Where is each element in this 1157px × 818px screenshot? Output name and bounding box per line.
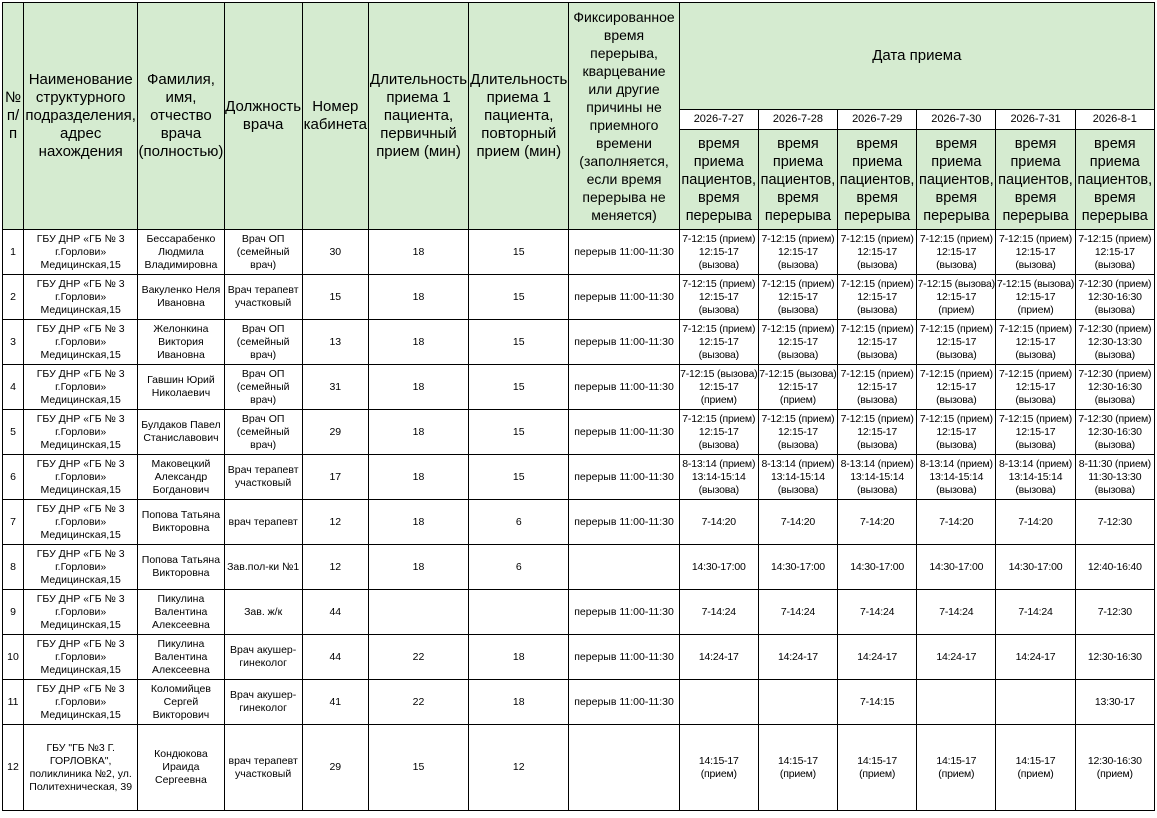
header-repeat: Длительность приема 1 пациента, повторный прием (мин) bbox=[469, 3, 569, 230]
cell-cabinet: 30 bbox=[302, 230, 368, 275]
cell-unit: ГБУ ДНР «ГБ № 3 г.Горлови» Медицинская,15 bbox=[24, 500, 138, 545]
cell-schedule: 7-14:24 bbox=[679, 590, 758, 635]
cell-schedule: 7-12:15 (прием) 12:15-17 (вызова) bbox=[838, 320, 917, 365]
cell-cabinet: 29 bbox=[302, 725, 368, 811]
cell-schedule: 7-14:20 bbox=[996, 500, 1075, 545]
cell-unit: ГБУ ДНР «ГБ № 3 г.Горлови» Медицинская,15 bbox=[24, 275, 138, 320]
cell-num: 1 bbox=[3, 230, 24, 275]
cell-primary: 18 bbox=[368, 230, 468, 275]
cell-unit: ГБУ ДНР «ГБ № 3 г.Горлови» Медицинская,15 bbox=[24, 230, 138, 275]
cell-repeat: 12 bbox=[469, 725, 569, 811]
table-row bbox=[3, 455, 1155, 500]
header-date-title: Дата приема bbox=[679, 3, 1154, 110]
cell-primary: 15 bbox=[368, 725, 468, 811]
cell-schedule: 7-12:15 (прием) 12:15-17 (вызова) bbox=[679, 410, 758, 455]
cell-repeat: 18 bbox=[469, 680, 569, 725]
cell-break: перерыв 11:00-11:30 bbox=[569, 410, 679, 455]
cell-schedule: 12:40-16:40 bbox=[1075, 545, 1154, 590]
cell-schedule: 8-11:30 (прием) 11:30-13:30 (вызова) bbox=[1075, 455, 1154, 500]
cell-num: 6 bbox=[3, 455, 24, 500]
cell-cabinet: 44 bbox=[302, 590, 368, 635]
cell-name: Вакуленко Неля Ивановна bbox=[138, 275, 224, 320]
cell-num: 7 bbox=[3, 500, 24, 545]
cell-schedule: 14:30-17:00 bbox=[917, 545, 996, 590]
header-primary: Длительность приема 1 пациента, первичный прием (мин) bbox=[368, 3, 468, 230]
cell-num: 4 bbox=[3, 365, 24, 410]
cell-num: 12 bbox=[3, 725, 24, 811]
header-subcol: время приема пациентов, время перерыва bbox=[679, 130, 758, 230]
cell-schedule: 14:30-17:00 bbox=[996, 545, 1075, 590]
cell-schedule: 7-12:15 (прием) 12:15-17 (вызова) bbox=[917, 320, 996, 365]
header-date: 2026-7-27 bbox=[679, 110, 758, 130]
cell-num: 5 bbox=[3, 410, 24, 455]
cell-unit: ГБУ ДНР «ГБ № 3 г.Горлови» Медицинская,15 bbox=[24, 410, 138, 455]
header-subcol: время приема пациентов, время перерыва bbox=[758, 130, 837, 230]
cell-schedule: 7-14:15 bbox=[838, 680, 917, 725]
cell-schedule: 7-12:15 (прием) 12:15-17 (вызова) bbox=[917, 365, 996, 410]
header-date: 2026-7-31 bbox=[996, 110, 1075, 130]
cell-break bbox=[569, 545, 679, 590]
cell-schedule: 7-12:15 (прием) 12:15-17 (вызова) bbox=[917, 230, 996, 275]
cell-break: перерыв 11:00-11:30 bbox=[569, 365, 679, 410]
cell-schedule: 7-12:30 (прием) 12:30-16:30 (вызова) bbox=[1075, 410, 1154, 455]
cell-name: Булдаков Павел Станиславович bbox=[138, 410, 224, 455]
cell-position: Врач терапевт участковый bbox=[224, 275, 302, 320]
cell-repeat: 15 bbox=[469, 455, 569, 500]
cell-num: 2 bbox=[3, 275, 24, 320]
header-subcol: время приема пациентов, время перерыва bbox=[996, 130, 1075, 230]
cell-num: 11 bbox=[3, 680, 24, 725]
cell-position: врач терапевт участковый bbox=[224, 725, 302, 811]
cell-schedule: 7-12:15 (прием) 12:15-17 (вызова) bbox=[996, 230, 1075, 275]
cell-break: перерыв 11:00-11:30 bbox=[569, 230, 679, 275]
cell-primary: 22 bbox=[368, 680, 468, 725]
cell-break: перерыв 11:00-11:30 bbox=[569, 320, 679, 365]
table-row bbox=[3, 725, 1155, 811]
cell-schedule: 7-12:15 (прием) 12:15-17 (вызова) bbox=[758, 410, 837, 455]
header-num: № п/п bbox=[3, 3, 24, 230]
table-row bbox=[3, 680, 1155, 725]
header-unit: Наименование структурного подразделения, адрес нахождения bbox=[24, 3, 138, 230]
header-subcol: время приема пациентов, время перерыва bbox=[917, 130, 996, 230]
cell-schedule: 8-13:14 (прием) 13:14-15:14 (вызова) bbox=[838, 455, 917, 500]
cell-unit: ГБУ ДНР «ГБ № 3 г.Горлови» Медицинская,15 bbox=[24, 680, 138, 725]
cell-schedule: 7-12:15 (прием) 12:15-17 (вызова) bbox=[758, 275, 837, 320]
cell-num: 10 bbox=[3, 635, 24, 680]
cell-primary: 22 bbox=[368, 635, 468, 680]
cell-schedule: 7-12:15 (прием) 12:15-17 (вызова) bbox=[917, 410, 996, 455]
cell-unit: ГБУ ДНР «ГБ № 3 г.Горлови» Медицинская,15 bbox=[24, 455, 138, 500]
cell-primary: 18 bbox=[368, 365, 468, 410]
cell-repeat: 15 bbox=[469, 320, 569, 365]
cell-num: 9 bbox=[3, 590, 24, 635]
cell-cabinet: 15 bbox=[302, 275, 368, 320]
cell-repeat: 15 bbox=[469, 410, 569, 455]
cell-unit: ГБУ ДНР «ГБ № 3 г.Горлови» Медицинская,15 bbox=[24, 590, 138, 635]
cell-schedule: 8-13:14 (прием) 13:14-15:14 (вызова) bbox=[758, 455, 837, 500]
table-row bbox=[3, 275, 1155, 320]
cell-schedule: 7-12:30 (прием) 12:30-16:30 (вызова) bbox=[1075, 275, 1154, 320]
cell-repeat: 15 bbox=[469, 365, 569, 410]
cell-schedule: 14:15-17 (прием) bbox=[917, 725, 996, 811]
cell-schedule: 7-12:15 (прием) 12:15-17 (вызова) bbox=[838, 230, 917, 275]
cell-schedule: 7-12:15 (вызова) 12:15-17 (прием) bbox=[917, 275, 996, 320]
cell-schedule: 8-13:14 (прием) 13:14-15:14 (вызова) bbox=[679, 455, 758, 500]
cell-schedule: 7-14:20 bbox=[838, 500, 917, 545]
cell-schedule: 14:15-17 (прием) bbox=[758, 725, 837, 811]
cell-schedule: 7-12:15 (прием) 12:15-17 (вызова) bbox=[758, 230, 837, 275]
cell-schedule: 7-12:15 (вызова) 12:15-17 (прием) bbox=[996, 275, 1075, 320]
cell-schedule: 7-12:15 (прием) 12:15-17 (вызова) bbox=[996, 320, 1075, 365]
cell-cabinet: 13 bbox=[302, 320, 368, 365]
cell-schedule: 7-12:15 (прием) 12:15-17 (вызова) bbox=[758, 320, 837, 365]
cell-position: Врач ОП (семейный врач) bbox=[224, 365, 302, 410]
cell-schedule: 7-12:15 (прием) 12:15-17 (вызова) bbox=[996, 365, 1075, 410]
cell-cabinet: 31 bbox=[302, 365, 368, 410]
cell-unit: ГБУ ДНР «ГБ № 3 г.Горлови» Медицинская,15 bbox=[24, 545, 138, 590]
cell-schedule: 7-12:15 (прием) 12:15-17 (вызова) bbox=[679, 275, 758, 320]
cell-schedule: 7-14:20 bbox=[758, 500, 837, 545]
cell-name: Бессарабенко Людмила Владимировна bbox=[138, 230, 224, 275]
cell-schedule: 7-12:30 bbox=[1075, 590, 1154, 635]
cell-schedule: 7-14:24 bbox=[996, 590, 1075, 635]
cell-schedule: 14:24-17 bbox=[996, 635, 1075, 680]
header-name: Фамилия, имя, отчество врача (полностью) bbox=[138, 3, 224, 230]
cell-unit: ГБУ "ГБ №3 Г. ГОРЛОВКА", поликлиника №2, ул. Политехническая, 39 bbox=[24, 725, 138, 811]
cell-name: Попова Татьяна Викторовна bbox=[138, 545, 224, 590]
cell-schedule: 7-12:15 (прием) 12:15-17 (вызова) bbox=[679, 230, 758, 275]
cell-name: Пикулина Валентина Алексеевна bbox=[138, 590, 224, 635]
cell-schedule: 14:15-17 (прием) bbox=[838, 725, 917, 811]
cell-primary: 18 bbox=[368, 275, 468, 320]
cell-repeat bbox=[469, 590, 569, 635]
cell-primary: 18 bbox=[368, 320, 468, 365]
cell-schedule: 7-14:24 bbox=[917, 590, 996, 635]
cell-schedule: 7-12:15 (прием) 12:15-17 (вызова) bbox=[996, 410, 1075, 455]
header-date: 2026-7-28 bbox=[758, 110, 837, 130]
table-row bbox=[3, 410, 1155, 455]
cell-schedule: 7-12:30 (прием) 12:30-16:30 (вызова) bbox=[1075, 365, 1154, 410]
schedule-table bbox=[2, 2, 1155, 811]
cell-position: Зав.пол-ки №1 bbox=[224, 545, 302, 590]
cell-schedule: 7-12:15 (прием) 12:15-17 (вызова) bbox=[1075, 230, 1154, 275]
cell-schedule: 7-14:24 bbox=[758, 590, 837, 635]
cell-cabinet: 12 bbox=[302, 545, 368, 590]
cell-cabinet: 44 bbox=[302, 635, 368, 680]
cell-schedule: 7-12:30 bbox=[1075, 500, 1154, 545]
cell-schedule: 14:24-17 bbox=[758, 635, 837, 680]
cell-name: Гавшин Юрий Николаевич bbox=[138, 365, 224, 410]
cell-primary: 18 bbox=[368, 545, 468, 590]
cell-name: Попова Татьяна Викторовна bbox=[138, 500, 224, 545]
cell-name: Маковецкий Александр Богданович bbox=[138, 455, 224, 500]
cell-schedule: 8-13:14 (прием) 13:14-15:14 (вызова) bbox=[996, 455, 1075, 500]
cell-position: Врач терапевт участковый bbox=[224, 455, 302, 500]
cell-name: Кондюкова Ираида Сергеевна bbox=[138, 725, 224, 811]
cell-schedule: 14:15-17 (прием) bbox=[996, 725, 1075, 811]
cell-position: врач терапевт bbox=[224, 500, 302, 545]
cell-schedule: 7-14:24 bbox=[838, 590, 917, 635]
cell-schedule: 7-12:15 (прием) 12:15-17 (вызова) bbox=[838, 275, 917, 320]
header-position: Должность врача bbox=[224, 3, 302, 230]
cell-schedule bbox=[758, 680, 837, 725]
cell-schedule: 7-12:15 (прием) 12:15-17 (вызова) bbox=[838, 365, 917, 410]
cell-repeat: 18 bbox=[469, 635, 569, 680]
cell-schedule: 14:30-17:00 bbox=[758, 545, 837, 590]
cell-schedule: 7-14:20 bbox=[679, 500, 758, 545]
cell-position: Врач ОП (семейный врач) bbox=[224, 320, 302, 365]
cell-name: Пикулина Валентина Алексеевна bbox=[138, 635, 224, 680]
cell-schedule: 13:30-17 bbox=[1075, 680, 1154, 725]
table-row bbox=[3, 500, 1155, 545]
cell-break: перерыв 11:00-11:30 bbox=[569, 275, 679, 320]
cell-repeat: 6 bbox=[469, 545, 569, 590]
cell-schedule bbox=[679, 680, 758, 725]
header-fixed-break: Фиксированное время перерыва, кварцевание или другие причины не приемного времени (заполняется, если время перерыва не меняется) bbox=[569, 3, 679, 230]
cell-schedule: 14:30-17:00 bbox=[679, 545, 758, 590]
cell-num: 3 bbox=[3, 320, 24, 365]
cell-cabinet: 12 bbox=[302, 500, 368, 545]
cell-schedule: 12:30-16:30 bbox=[1075, 635, 1154, 680]
cell-unit: ГБУ ДНР «ГБ № 3 г.Горлови» Медицинская,15 bbox=[24, 320, 138, 365]
cell-position: Врач акушер-гинеколог bbox=[224, 680, 302, 725]
cell-schedule: 14:24-17 bbox=[917, 635, 996, 680]
header-date: 2026-7-30 bbox=[917, 110, 996, 130]
table-row bbox=[3, 635, 1155, 680]
cell-name: Коломийцев Сергей Викторович bbox=[138, 680, 224, 725]
cell-primary: 18 bbox=[368, 455, 468, 500]
cell-schedule: 14:15-17 (прием) bbox=[679, 725, 758, 811]
cell-schedule: 7-12:15 (прием) 12:15-17 (вызова) bbox=[679, 320, 758, 365]
table-row bbox=[3, 230, 1155, 275]
header-subcol: время приема пациентов, время перерыва bbox=[1075, 130, 1154, 230]
cell-cabinet: 29 bbox=[302, 410, 368, 455]
cell-schedule: 14:30-17:00 bbox=[838, 545, 917, 590]
table-row bbox=[3, 320, 1155, 365]
cell-cabinet: 17 bbox=[302, 455, 368, 500]
cell-primary: 18 bbox=[368, 410, 468, 455]
cell-schedule bbox=[996, 680, 1075, 725]
cell-repeat: 15 bbox=[469, 230, 569, 275]
cell-unit: ГБУ ДНР «ГБ № 3 г.Горлови» Медицинская,15 bbox=[24, 635, 138, 680]
cell-schedule: 14:24-17 bbox=[679, 635, 758, 680]
cell-cabinet: 41 bbox=[302, 680, 368, 725]
cell-schedule: 14:24-17 bbox=[838, 635, 917, 680]
cell-break: перерыв 11:00-11:30 bbox=[569, 500, 679, 545]
cell-primary: 18 bbox=[368, 500, 468, 545]
cell-break: перерыв 11:00-11:30 bbox=[569, 635, 679, 680]
cell-schedule: 7-12:30 (прием) 12:30-13:30 (вызова) bbox=[1075, 320, 1154, 365]
cell-unit: ГБУ ДНР «ГБ № 3 г.Горлови» Медицинская,15 bbox=[24, 365, 138, 410]
cell-schedule: 7-12:15 (вызова) 12:15-17 (прием) bbox=[679, 365, 758, 410]
cell-position: Врач акушер-гинеколог bbox=[224, 635, 302, 680]
header-subcol: время приема пациентов, время перерыва bbox=[838, 130, 917, 230]
table-row bbox=[3, 545, 1155, 590]
table-body bbox=[3, 230, 1155, 811]
cell-repeat: 15 bbox=[469, 275, 569, 320]
cell-position: Врач ОП (семейный врач) bbox=[224, 230, 302, 275]
header-date: 2026-7-29 bbox=[838, 110, 917, 130]
header-cabinet: Номер кабинета bbox=[302, 3, 368, 230]
cell-repeat: 6 bbox=[469, 500, 569, 545]
cell-break: перерыв 11:00-11:30 bbox=[569, 680, 679, 725]
cell-primary bbox=[368, 590, 468, 635]
cell-num: 8 bbox=[3, 545, 24, 590]
cell-position: Врач ОП (семейный врач) bbox=[224, 410, 302, 455]
table-row bbox=[3, 365, 1155, 410]
cell-position: Зав. ж/к bbox=[224, 590, 302, 635]
table-row bbox=[3, 590, 1155, 635]
cell-break: перерыв 11:00-11:30 bbox=[569, 590, 679, 635]
cell-schedule: 8-13:14 (прием) 13:14-15:14 (вызова) bbox=[917, 455, 996, 500]
cell-schedule bbox=[917, 680, 996, 725]
cell-schedule: 7-12:15 (вызова) 12:15-17 (прием) bbox=[758, 365, 837, 410]
cell-schedule: 12:30-16:30 (прием) bbox=[1075, 725, 1154, 811]
cell-break: перерыв 11:00-11:30 bbox=[569, 455, 679, 500]
header-date: 2026-8-1 bbox=[1075, 110, 1154, 130]
cell-schedule: 7-14:20 bbox=[917, 500, 996, 545]
cell-break bbox=[569, 725, 679, 811]
cell-schedule: 7-12:15 (прием) 12:15-17 (вызова) bbox=[838, 410, 917, 455]
cell-name: Желонкина Виктория Ивановна bbox=[138, 320, 224, 365]
